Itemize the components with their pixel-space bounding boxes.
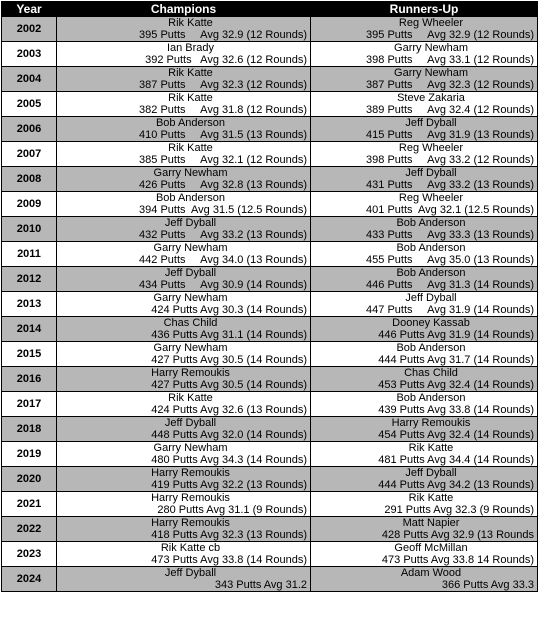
champion-name: Jeff Dyball [164, 267, 217, 279]
champion-cell [57, 242, 311, 267]
runner-up-stats: 453 Putts Avg 32.4 (14 Rounds) [378, 379, 534, 391]
year-cell: 2015 [2, 342, 57, 367]
table-row [2, 292, 538, 317]
champion-name: Garry Newham [153, 442, 228, 454]
results-table-container [1, 1, 538, 592]
table-row [2, 442, 538, 467]
runner-up-stats: 455 Putts Avg 35.0 (13 Rounds) [366, 254, 534, 266]
year-cell: 2024 [2, 567, 57, 592]
runner-up-stats: 473 Putts Avg 33.8 14 Rounds) [381, 554, 534, 566]
champion-name: Harry Remoukis [151, 467, 230, 479]
runner-up-name: Bob Anderson [396, 267, 466, 279]
runner-up-name: Garry Newham [394, 42, 468, 54]
champion-cell [57, 42, 311, 67]
champion-stats: 432 Putts Avg 33.2 (13 Rounds) [139, 229, 307, 241]
champion-cell [57, 292, 311, 317]
runner-up-name: Dooney Kassab [392, 317, 470, 329]
champion-name: Bob Anderson [155, 192, 226, 204]
runner-up-stats: 291 Putts Avg 32.3 (9 Rounds) [384, 504, 534, 516]
champion-cell [57, 392, 311, 417]
year-cell: 2018 [2, 417, 57, 442]
champion-stats: 394 Putts Avg 31.5 (12.5 Rounds) [139, 204, 307, 216]
table-row [2, 242, 538, 267]
runner-up-stats: 431 Putts Avg 33.2 (13 Rounds) [366, 179, 534, 191]
champion-stats: 382 Putts Avg 31.8 (12 Rounds) [139, 104, 307, 116]
runner-up-stats: 398 Putts Avg 33.2 (12 Rounds) [366, 154, 534, 166]
champion-stats: 410 Putts Avg 31.5 (13 Rounds) [139, 129, 307, 141]
champion-name: Rik Katte [168, 92, 213, 104]
runner-up-cell [311, 517, 538, 542]
champion-cell [57, 17, 311, 42]
table-row [2, 392, 538, 417]
runner-up-cell [311, 567, 538, 592]
champion-cell [57, 567, 311, 592]
champion-cell [57, 517, 311, 542]
runner-up-cell [311, 292, 538, 317]
champion-name: Harry Remoukis [151, 367, 230, 379]
table-row [2, 92, 538, 117]
champion-name: Ian Brady [166, 42, 215, 54]
runner-up-name: Bob Anderson [396, 392, 466, 404]
year-cell: 2003 [2, 42, 57, 67]
year-cell: 2006 [2, 117, 57, 142]
year-cell: 2022 [2, 517, 57, 542]
year-cell: 2013 [2, 292, 57, 317]
champion-name: Harry Remoukis [151, 517, 230, 529]
champion-name: Rik Katte cb [160, 542, 221, 554]
year-cell: 2012 [2, 267, 57, 292]
year-cell: 2005 [2, 92, 57, 117]
champion-cell [57, 317, 311, 342]
runner-up-cell [311, 242, 538, 267]
champion-stats: 424 Putts Avg 32.6 (13 Rounds) [151, 404, 307, 416]
champion-name: Jeff Dyball [164, 217, 217, 229]
runner-up-stats: 389 Putts Avg 32.4 (12 Rounds) [366, 104, 534, 116]
champion-name: Rik Katte [168, 392, 213, 404]
runner-up-name: Rik Katte [408, 492, 454, 504]
champion-stats: 392 Putts Avg 32.6 (12 Rounds) [145, 54, 307, 66]
champion-cell [57, 442, 311, 467]
year-cell: 2014 [2, 317, 57, 342]
champion-stats: 448 Putts Avg 32.0 (14 Rounds) [151, 429, 307, 441]
champion-cell [57, 417, 311, 442]
runner-up-stats: 439 Putts Avg 33.8 (14 Rounds) [378, 404, 534, 416]
champion-cell [57, 167, 311, 192]
runner-up-cell [311, 67, 538, 92]
champion-stats: 442 Putts Avg 34.0 (13 Rounds) [139, 254, 307, 266]
table-row [2, 117, 538, 142]
table-row [2, 217, 538, 242]
champion-stats: 426 Putts Avg 32.8 (13 Rounds) [139, 179, 307, 191]
table-row [2, 342, 538, 367]
year-cell: 2021 [2, 492, 57, 517]
table-row [2, 67, 538, 92]
champion-name: Garry Newham [153, 292, 228, 304]
champion-name: Jeff Dyball [164, 567, 217, 579]
champion-cell [57, 342, 311, 367]
year-cell: 2008 [2, 167, 57, 192]
runner-up-name: Jeff Dyball [405, 117, 457, 129]
year-cell: 2020 [2, 467, 57, 492]
table-row [2, 142, 538, 167]
runner-up-cell [311, 117, 538, 142]
table-row [2, 367, 538, 392]
runner-up-stats: 398 Putts Avg 33.1 (12 Rounds) [366, 54, 534, 66]
runner-up-stats: 415 Putts Avg 31.9 (13 Rounds) [366, 129, 534, 141]
runner-up-name: Chas Child [404, 367, 458, 379]
runner-up-name: Jeff Dyball [405, 167, 457, 179]
runner-up-name: Bob Anderson [396, 242, 466, 254]
champion-stats: 385 Putts Avg 32.1 (12 Rounds) [139, 154, 307, 166]
champion-stats: 480 Putts Avg 34.3 (14 Rounds) [151, 454, 307, 466]
champion-name: Harry Remoukis [151, 492, 230, 504]
champion-stats: 419 Putts Avg 32.2 (13 Rounds) [151, 479, 307, 491]
year-cell: 2009 [2, 192, 57, 217]
runner-up-cell [311, 42, 538, 67]
champion-stats: 343 Putts Avg 31.2 [214, 579, 307, 591]
champion-stats: 387 Putts Avg 32.3 (12 Rounds) [139, 79, 307, 91]
champion-name: Garry Newham [153, 242, 228, 254]
year-column-header: Year [2, 2, 57, 17]
year-cell: 2017 [2, 392, 57, 417]
runner-up-stats: 446 Putts Avg 31.9 (14 Rounds) [378, 329, 534, 341]
champion-cell [57, 117, 311, 142]
runner-up-stats: 387 Putts Avg 32.3 (12 Rounds) [366, 79, 534, 91]
champion-cell [57, 92, 311, 117]
runner-up-name: Jeff Dyball [405, 292, 457, 304]
table-row [2, 267, 538, 292]
runner-up-stats: 395 Putts Avg 32.9 (12 Rounds) [366, 29, 534, 41]
runner-up-name: Harry Remoukis [391, 417, 471, 429]
table-row [2, 542, 538, 567]
champion-name: Rik Katte [168, 67, 213, 79]
champion-stats: 418 Putts Avg 32.3 (13 Rounds) [151, 529, 307, 541]
runner-up-cell [311, 492, 538, 517]
champion-name: Garry Newham [153, 167, 228, 179]
champion-name: Rik Katte [168, 17, 213, 29]
table-row [2, 417, 538, 442]
runner-up-stats: 428 Putts Avg 32.9 (13 Rounds [381, 529, 534, 541]
runner-up-name: Bob Anderson [396, 217, 466, 229]
champion-cell [57, 192, 311, 217]
runner-up-stats: 401 Putts Avg 32.1 (12.5 Rounds) [366, 204, 534, 216]
table-row [2, 317, 538, 342]
runner-up-cell [311, 17, 538, 42]
runner-up-cell [311, 417, 538, 442]
runner-up-name: Matt Napier [402, 517, 460, 529]
runner-up-name: Bob Anderson [396, 342, 466, 354]
champion-stats: 436 Putts Avg 31.1 (14 Rounds) [151, 329, 307, 341]
champion-stats: 473 Putts Avg 33.8 (14 Rounds) [151, 554, 307, 566]
runner-up-cell [311, 467, 538, 492]
runner-up-stats: 444 Putts Avg 31.7 (14 Rounds) [378, 354, 534, 366]
runner-up-name: Garry Newham [394, 67, 468, 79]
runner-up-stats: 433 Putts Avg 33.3 (13 Rounds) [366, 229, 534, 241]
runner-up-cell [311, 367, 538, 392]
runner-up-cell [311, 542, 538, 567]
runner-up-stats: 454 Putts Avg 32.4 (14 Rounds) [378, 429, 534, 441]
champion-stats: 424 Putts Avg 30.3 (14 Rounds) [151, 304, 307, 316]
runner-up-cell [311, 217, 538, 242]
champion-stats: 427 Putts Avg 30.5 (14 Rounds) [151, 354, 307, 366]
year-cell: 2023 [2, 542, 57, 567]
runner-up-cell [311, 392, 538, 417]
runner-up-stats: 481 Putts Avg 34.4 (14 Rounds) [378, 454, 534, 466]
table-row [2, 42, 538, 67]
runner-up-cell [311, 317, 538, 342]
runner-up-name: Reg Wheeler [398, 192, 464, 204]
champion-cell [57, 367, 311, 392]
runner-up-cell [311, 342, 538, 367]
table-row [2, 517, 538, 542]
year-cell: 2011 [2, 242, 57, 267]
runner-up-cell [311, 142, 538, 167]
header-row [2, 2, 538, 17]
runner-up-stats: 366 Putts Avg 33.3 [441, 579, 534, 591]
champion-stats: 395 Putts Avg 32.9 (12 Rounds) [139, 29, 307, 41]
champion-cell [57, 542, 311, 567]
champion-cell [57, 217, 311, 242]
table-row [2, 167, 538, 192]
putting-champions-table [1, 1, 538, 592]
table-row [2, 192, 538, 217]
runner-up-stats: 447 Putts Avg 31.9 (14 Rounds) [366, 304, 534, 316]
runner-up-cell [311, 92, 538, 117]
champion-cell [57, 492, 311, 517]
champion-cell [57, 142, 311, 167]
year-cell: 2010 [2, 217, 57, 242]
runner-up-stats: 446 Putts Avg 31.3 (14 Rounds) [366, 279, 534, 291]
runner-up-cell [311, 167, 538, 192]
runner-up-name: Jeff Dyball [405, 467, 457, 479]
champions-column-header: Champions [57, 2, 311, 17]
table-row [2, 467, 538, 492]
year-cell: 2019 [2, 442, 57, 467]
runner-up-name: Adam Wood [400, 567, 462, 579]
champion-name: Bob Anderson [155, 117, 226, 129]
champion-name: Garry Newham [153, 342, 228, 354]
runner-up-cell [311, 267, 538, 292]
champion-stats: 427 Putts Avg 30.5 (14 Rounds) [151, 379, 307, 391]
runner-up-cell [311, 442, 538, 467]
table-row [2, 17, 538, 42]
runners-up-column-header: Runners-Up [311, 2, 538, 17]
table-row [2, 492, 538, 517]
champion-cell [57, 67, 311, 92]
champion-name: Jeff Dyball [164, 417, 217, 429]
table-row [2, 567, 538, 592]
runner-up-name: Steve Zakaria [397, 92, 465, 104]
year-cell: 2007 [2, 142, 57, 167]
champion-stats: 280 Putts Avg 31.1 (9 Rounds) [157, 504, 307, 516]
champion-cell [57, 467, 311, 492]
year-cell: 2016 [2, 367, 57, 392]
runner-up-name: Geoff McMillan [394, 542, 468, 554]
champion-name: Rik Katte [168, 142, 213, 154]
runner-up-name: Reg Wheeler [398, 142, 464, 154]
runner-up-name: Rik Katte [408, 442, 454, 454]
runner-up-stats: 444 Putts Avg 34.2 (13 Rounds) [378, 479, 534, 491]
champion-stats: 434 Putts Avg 30.9 (14 Rounds) [139, 279, 307, 291]
year-cell: 2002 [2, 17, 57, 42]
runner-up-name: Reg Wheeler [398, 17, 464, 29]
runner-up-cell [311, 192, 538, 217]
champion-name: Chas Child [163, 317, 218, 329]
year-cell: 2004 [2, 67, 57, 92]
champion-cell [57, 267, 311, 292]
